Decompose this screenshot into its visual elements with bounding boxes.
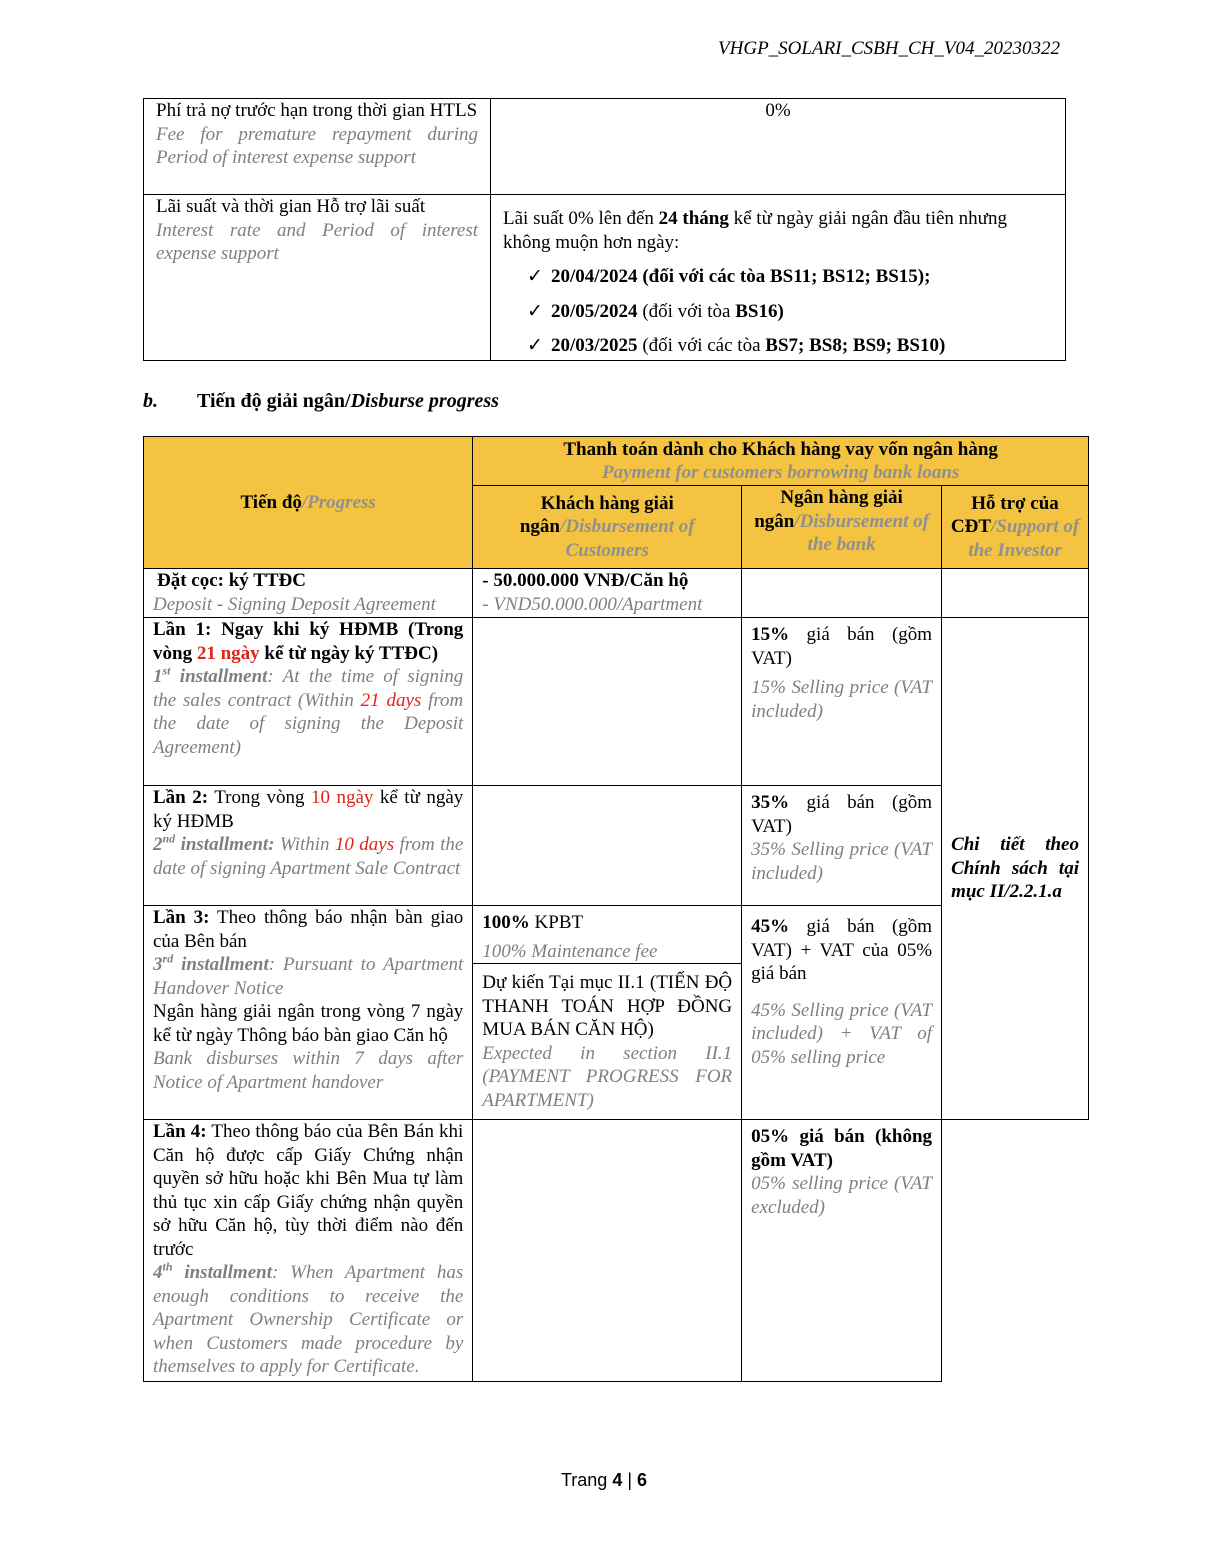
- table-row: [144, 99, 1066, 195]
- label-vi: Phí trả nợ trước hạn trong thời gian HTLS: [156, 100, 478, 121]
- bank-pct: 45%: [751, 916, 790, 937]
- inst-label: installment: [173, 954, 269, 975]
- bank-installment-4: [742, 1120, 942, 1382]
- page-footer: [0, 1470, 1208, 1491]
- inst-bank-note-en: Bank disburses within 7 days after Notice of Apartment handover: [153, 1048, 464, 1093]
- bank-header-en: /Disbursement of the bank: [794, 510, 929, 555]
- inst-num: 3: [153, 954, 163, 975]
- investor-header-vi: Hỗ trợ của CĐT: [950, 492, 1059, 538]
- section-label: b.: [143, 390, 158, 412]
- deadline-buildings: BS16): [735, 300, 784, 322]
- deposit-amount-en: - VND50.000.000/Apartment: [482, 593, 732, 617]
- inst-sup: nd: [162, 831, 176, 846]
- deposit-amount-vi: - 50.000.000 VNĐ/Căn hộ: [482, 569, 732, 593]
- bank-text-en: 35% Selling price (VAT included): [751, 839, 933, 884]
- header-row: [144, 437, 1089, 486]
- expected-section-cell: [473, 964, 742, 1120]
- payment-header-vi: Thanh toán dành cho Khách hàng vay vốn ngân hàng: [563, 439, 998, 460]
- interest-rate-label-cell: [144, 195, 491, 361]
- inst-num: 1: [153, 666, 163, 687]
- cust-text-en: Expected in section II.1 (PAYMENT PROGRESS FOR APARTMENT): [482, 1042, 733, 1111]
- bank-installment-1: [742, 618, 942, 786]
- customer-disbursement-header: [473, 486, 742, 569]
- investor-support-header: [942, 486, 1089, 569]
- deposit-vi: Đặt cọc: ký TTĐC: [157, 570, 307, 591]
- payment-header: [473, 437, 1089, 486]
- investor-note-text: Chi tiết theo Chính sách tại mục II/2.2.1.a: [951, 834, 1079, 903]
- cust-pct: 100%: [482, 912, 530, 933]
- intro-months: 24 tháng: [658, 208, 729, 229]
- table-row: [144, 569, 1089, 618]
- section-title-en: Disburse progress: [350, 390, 499, 412]
- inst-label: Lần 4:: [153, 1121, 207, 1142]
- page-total: 6: [637, 1470, 648, 1490]
- bank-text: 05% giá bán (không gồm VAT): [751, 1126, 933, 1171]
- cust-text: Dự kiến Tại mục II.1 (TIẾN ĐỘ THANH TOÁN HỢP ĐỒNG MUA BÁN CĂN HỘ): [482, 972, 733, 1040]
- deadline-date: 20/05/2024: [551, 300, 638, 322]
- interest-support-table: [143, 98, 1066, 361]
- inst-bank-note-vi: Ngân hàng giải ngân trong vòng 7 ngày kể từ ngày Thông báo bàn giao Căn hộ: [153, 1001, 464, 1046]
- inst-label: installment: [170, 666, 268, 687]
- intro-text-end: kể từ ngày giải ngân đầu tiên nhưng không muộn hơn ngày:: [503, 208, 1007, 253]
- label-en: Fee for premature repayment during Period of interest expense support: [156, 123, 478, 168]
- bank-disbursement-header: [742, 486, 942, 569]
- inst-text: Theo thông báo nhận bàn giao của Bên bán: [153, 907, 464, 952]
- installment-1-cell: [144, 618, 473, 786]
- bank-text: giá bán (gồm VAT): [751, 792, 933, 837]
- inst-label: installment: [172, 1262, 272, 1283]
- inst-num: 2: [153, 834, 163, 855]
- bank-text: giá bán (gồm VAT) + VAT của 05% giá bán: [751, 916, 933, 984]
- bank-installment-3: [742, 906, 942, 1120]
- deadline-item: [503, 334, 1053, 358]
- inst-text: kể từ ngày ký HĐMB: [153, 787, 464, 832]
- bank-installment-2: [742, 786, 942, 906]
- section-title-vi: Tiến độ giải ngân/: [197, 390, 351, 412]
- customer-header-en: /Disbursement of Customers: [559, 516, 695, 561]
- investor-support-note: [942, 618, 1089, 1120]
- inst-text: : At the time of signing the sales contract (Within: [153, 666, 464, 711]
- inst-sup: st: [162, 663, 171, 678]
- inst-sup: th: [162, 1259, 173, 1274]
- inst-text: Lần 1: Ngay khi ký HĐMB (Trong vòng: [153, 619, 464, 664]
- cust-text-en: 100% Maintenance fee: [482, 940, 658, 962]
- payment-header-en: Payment for customers borrowing bank loans: [601, 462, 960, 483]
- inst-highlight: 21 ngày: [196, 642, 260, 664]
- maintenance-fee-cell: [473, 906, 742, 964]
- table-row: [144, 618, 1089, 786]
- empty-cell: [473, 786, 742, 906]
- section-heading: [143, 390, 499, 413]
- progress-header-vi: Tiến độ: [240, 491, 302, 513]
- interest-rate-value-cell: [491, 195, 1066, 361]
- deadline-date: 20/04/2024: [551, 266, 638, 287]
- deadline-buildings: BS11; BS12; BS15);: [769, 266, 931, 287]
- prepayment-fee-label-cell: [144, 99, 491, 195]
- label-vi: Lãi suất và thời gian Hỗ trợ lãi suất: [156, 196, 426, 217]
- checkmark-icon: ✓: [527, 335, 543, 356]
- progress-header-en: /Progress: [301, 491, 376, 513]
- investor-header-en: /Support of the Investor: [968, 516, 1080, 561]
- empty-cell: [473, 618, 742, 786]
- bank-pct: 35%: [751, 792, 790, 813]
- deposit-en: Deposit - Signing Deposit Agreement: [153, 593, 436, 615]
- inst-highlight: 10 days: [334, 834, 395, 855]
- inst-text: from the date of signing the Deposit Agreement): [153, 689, 464, 758]
- deadline-item: [503, 300, 1053, 324]
- inst-text: from the date of signing Apartment Sale Contract: [153, 834, 464, 879]
- installment-4-cell: [144, 1120, 473, 1382]
- deadline-item: [503, 265, 1053, 289]
- inst-text: Theo thông báo của Bên Bán khi Căn hộ được cấp Giấy Chứng nhận quyền sở hữu hoặc khi Bên Mua tự làm thủ tục xin cấp Giấy chứng nhận quyền sở hữu Căn hộ, tùy thời điểm nào đến trước: [153, 1121, 464, 1260]
- bank-header-vi: Ngân hàng giải ngân: [754, 487, 903, 532]
- deadline-buildings: BS7; BS8; BS9; BS10): [765, 335, 946, 356]
- inst-text: Trong vòng: [208, 787, 311, 808]
- inst-label: installment:: [175, 834, 275, 855]
- table-row: [144, 195, 1066, 361]
- installment-2-cell: [144, 786, 473, 906]
- inst-text: : When Apartment has enough conditions to receive the Apartment Ownership Certificate or when Customers made procedure by themselves to apply for Certificate.: [153, 1262, 464, 1377]
- checkmark-icon: ✓: [527, 300, 543, 322]
- label-en: Interest rate and Period of interest expense support: [156, 219, 478, 264]
- bank-text-en: 05% selling price (VAT excluded): [751, 1173, 933, 1218]
- deposit-cell: [144, 569, 473, 618]
- inst-text: : Pursuant to Apartment Handover Notice: [153, 954, 464, 999]
- inst-highlight: 21 days: [360, 689, 422, 711]
- inst-text: kể từ ngày ký TTĐC): [259, 642, 439, 664]
- empty-cell: [942, 569, 1089, 618]
- installment-3-cell: [144, 906, 473, 1120]
- bank-text-en: 45% Selling price (VAT included) + VAT of 05% selling price: [751, 999, 933, 1068]
- cust-text: KPBT: [529, 912, 584, 933]
- table-row: [144, 1120, 1089, 1382]
- deadline-text: (đối với các tòa: [637, 335, 766, 356]
- bank-text-en: 15% Selling price (VAT included): [751, 677, 933, 722]
- intro-text: Lãi suất 0% lên đến: [503, 208, 659, 229]
- inst-label: Lần 3:: [153, 907, 210, 928]
- deadline-text: (đối với tòa: [637, 300, 736, 322]
- inst-sup: rd: [162, 951, 174, 966]
- page-number: 4: [612, 1470, 623, 1490]
- disbursement-table: [143, 436, 1089, 1382]
- bank-text: giá bán (gồm VAT): [751, 624, 933, 669]
- empty-cell: [473, 1120, 742, 1382]
- deadline-text: (đối với các tòa: [637, 266, 770, 287]
- customer-header-vi: Khách hàng giải ngân: [519, 492, 674, 538]
- inst-highlight: 10 ngày: [310, 787, 374, 808]
- bank-pct: 15%: [751, 624, 790, 645]
- empty-cell: [742, 569, 942, 618]
- page-label: Trang: [560, 1470, 613, 1490]
- page-separator: |: [622, 1470, 638, 1490]
- progress-header: [144, 437, 473, 569]
- inst-label: Lần 2:: [153, 787, 209, 808]
- deadline-date: 20/03/2025: [551, 335, 638, 356]
- inst-text: Within: [274, 834, 335, 855]
- prepayment-fee-value: 0%: [491, 99, 1066, 195]
- document-code: VHGP_SOLARI_CSBH_CH_V04_20230322: [718, 38, 1060, 59]
- checkmark-icon: ✓: [527, 266, 543, 287]
- deposit-amount-cell: [473, 569, 742, 618]
- inst-num: 4: [153, 1262, 163, 1283]
- interest-intro: [503, 207, 1053, 254]
